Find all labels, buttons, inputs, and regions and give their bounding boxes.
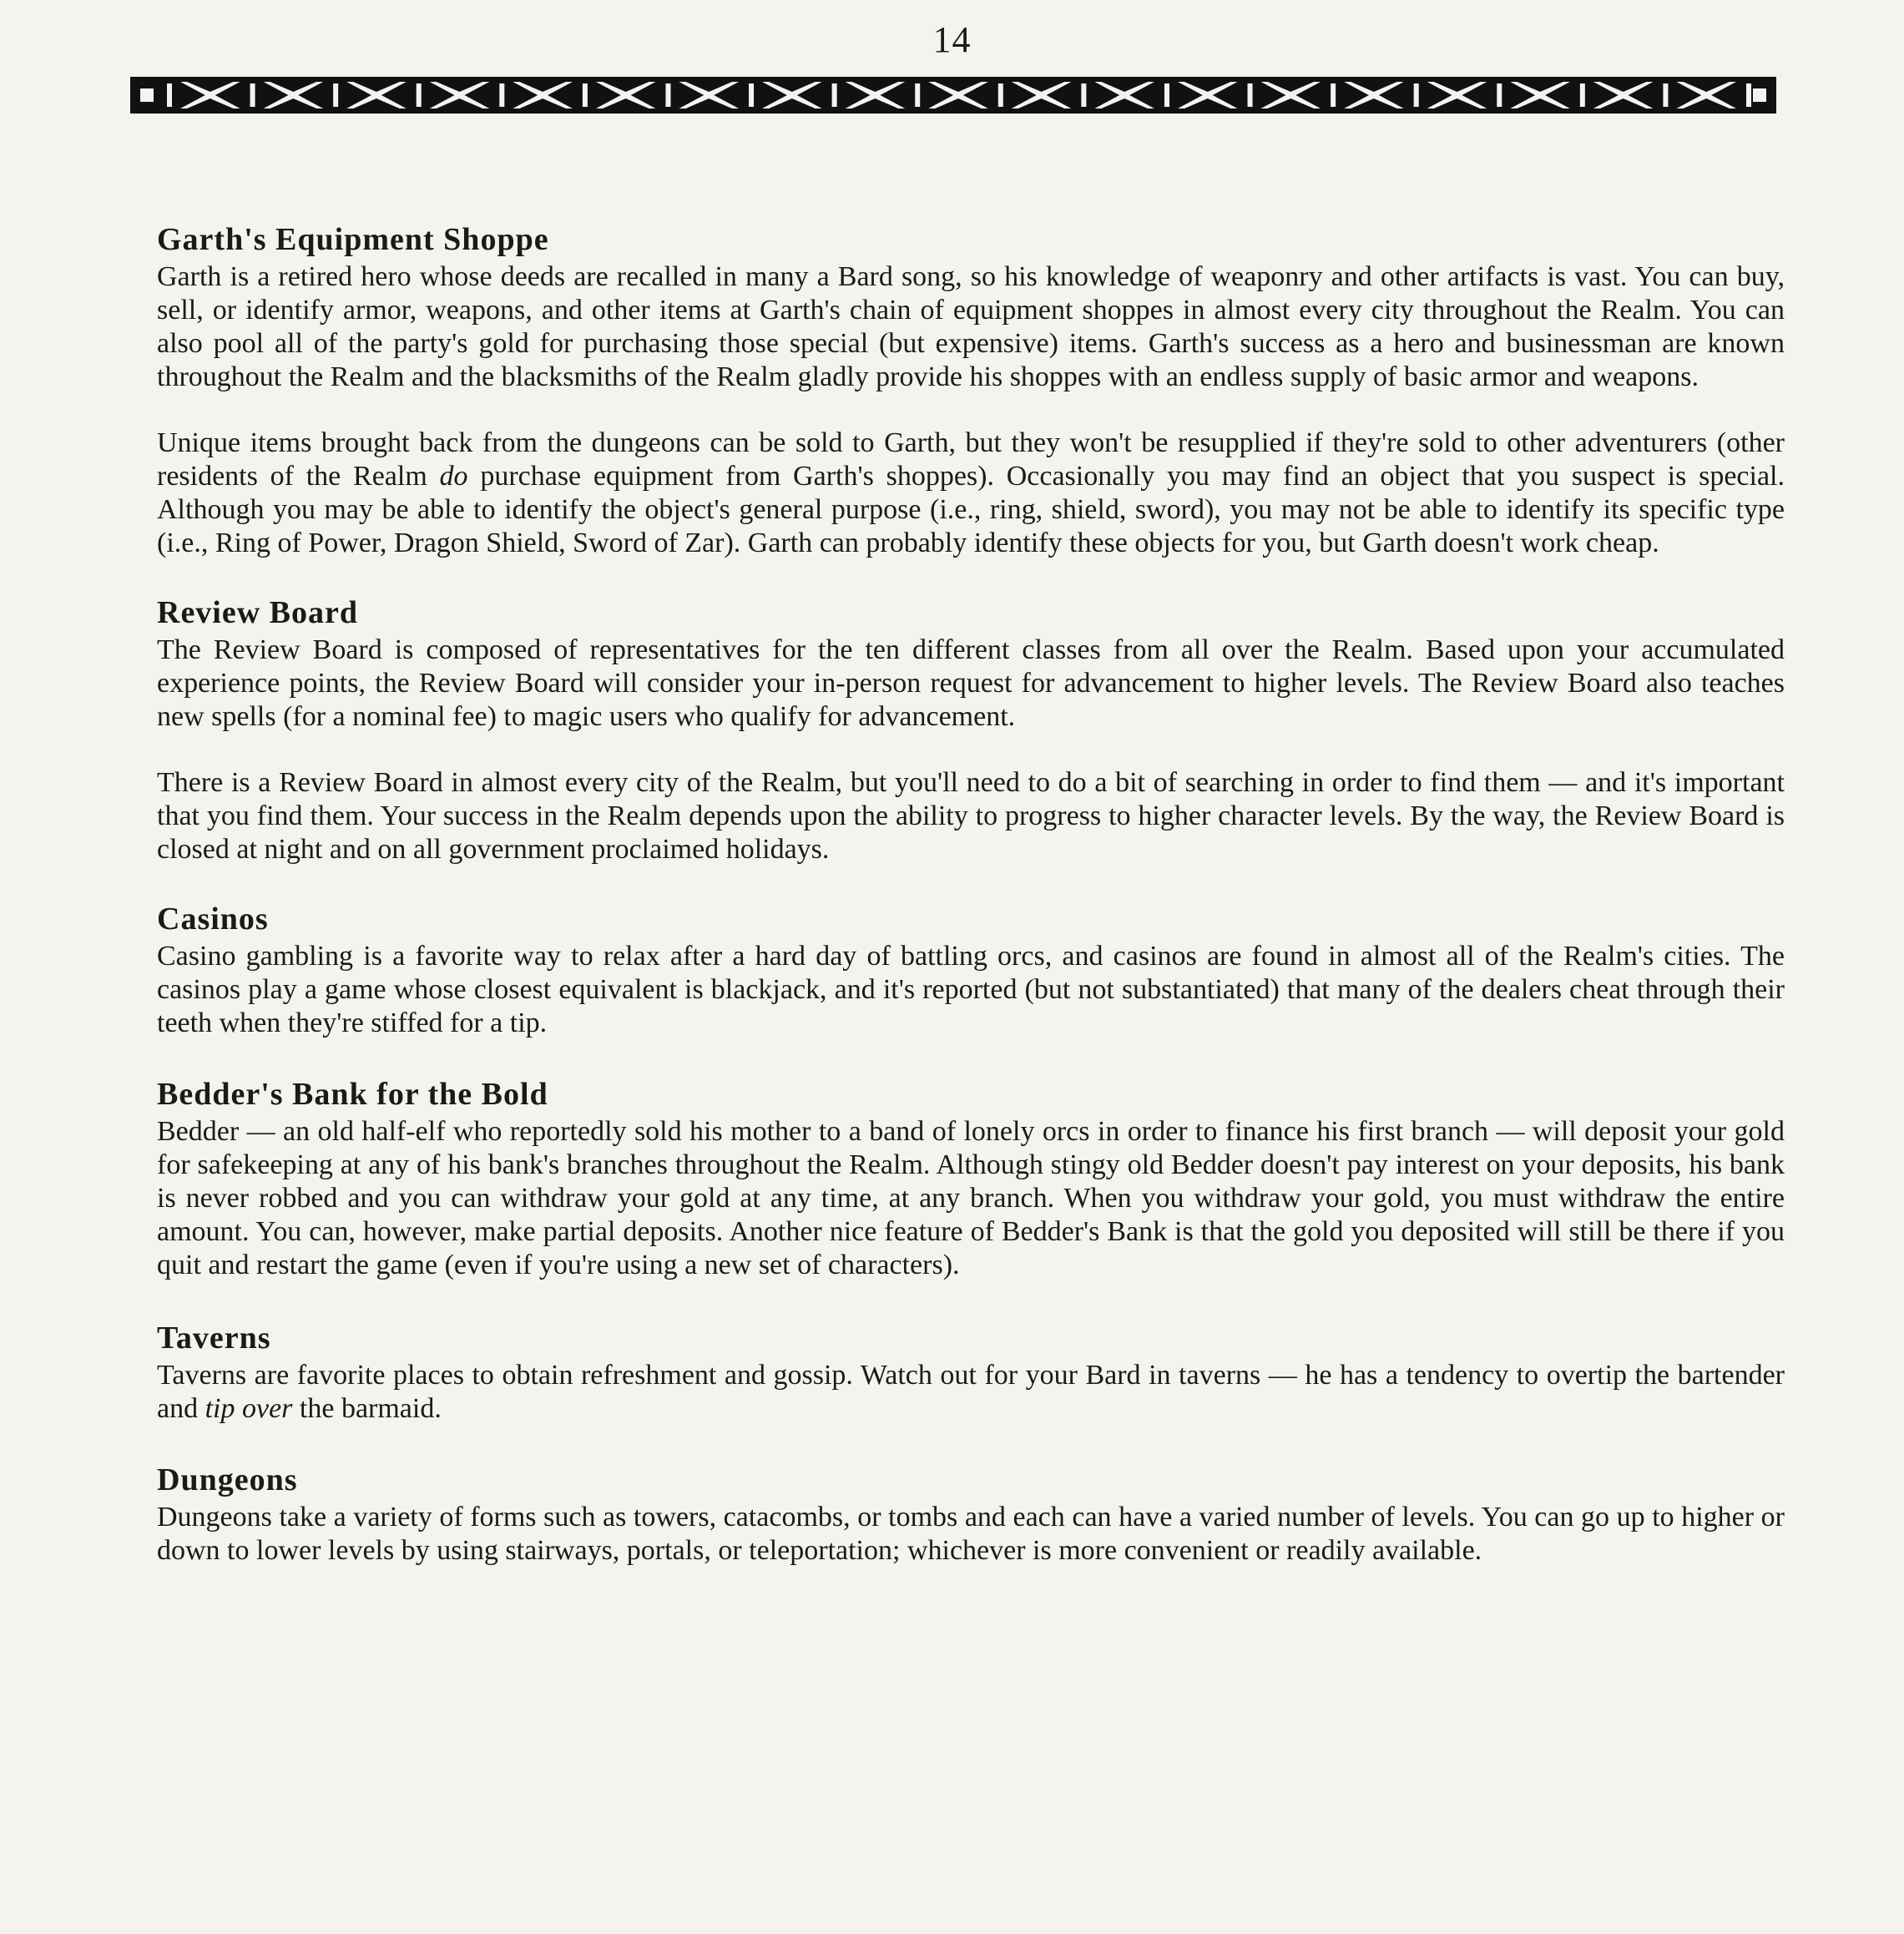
section-paragraph: Casino gambling is a favorite way to relax after a hard day of battling orcs, and casinos are found in almost all of the Realm's cities. The casinos play a game whose closest equivalent is blackjack, and it's reported (but not substantiated) that many of the dealers cheat through their teeth when they're stiffed for a tip. bbox=[157, 941, 1785, 1038]
border-divider bbox=[1580, 83, 1585, 107]
section-title: Dungeons bbox=[157, 1462, 298, 1497]
border-divider bbox=[333, 83, 338, 107]
border-divider bbox=[583, 83, 588, 107]
page-number: 14 bbox=[932, 19, 972, 60]
border-divider bbox=[499, 83, 504, 107]
border-divider bbox=[1663, 83, 1668, 107]
section-title: Casinos bbox=[157, 901, 269, 937]
section-title: Taverns bbox=[157, 1320, 271, 1356]
section-garths-equipment-shoppe bbox=[157, 219, 1785, 560]
section-review-board bbox=[157, 592, 1785, 866]
border-end-square bbox=[140, 88, 154, 102]
border-divider bbox=[1746, 83, 1751, 107]
section-paragraph: There is a Review Board in almost every city of the Realm, but you'll need to do a bit of searching in order to find them — and it's important that you find them. Your success in the Realm depends upon the ability to progress to higher character levels. By the way, the Review Board is closed at night and on all government proclaimed holidays. bbox=[157, 767, 1785, 865]
section-paragraph: Taverns are favorite places to obtain refreshment and gossip. Watch out for your Bard in taverns — he has a tendency to overtip the bartender and tip over the barmaid. bbox=[157, 1360, 1785, 1424]
border-divider bbox=[832, 83, 837, 107]
section-paragraph: Bedder — an old half-elf who reportedly sold his mother to a band of lonely orcs in order to finance his first branch — will deposit your gold for safekeeping at any of his bank's branches throughout the Realm. Although stingy old Bedder doesn't pay interest on your deposits, his bank is never robbed and you can withdraw your gold at any time, at any branch. When you withdraw your gold, you must withdraw the entire amount. You can, however, make partial deposits. Another nice feature of Bedder's Bank is that the gold you deposited will still be there if you quit and restart the game (even if you're using a new set of characters). bbox=[157, 1116, 1785, 1280]
section-title: Garth's Equipment Shoppe bbox=[157, 222, 549, 257]
border-divider bbox=[1248, 83, 1253, 107]
border-end-square bbox=[1753, 88, 1766, 102]
section-paragraph: Dungeons take a variety of forms such as towers, catacombs, or tombs and each can have a varied number of levels. You can go up to higher or down to lower levels by using stairways, portals, or teleportation; whichever is more convenient or readily available. bbox=[157, 1502, 1785, 1566]
border-divider bbox=[998, 83, 1003, 107]
border-divider bbox=[665, 83, 670, 107]
border-divider bbox=[1414, 83, 1419, 107]
section-paragraph: The Review Board is composed of representatives for the ten different classes from all over the Realm. Based upon your accumulated experience points, the Review Board will consider your in-person request for advancement to higher levels. The Review Board also teaches new spells (for a nominal fee) to magic users who qualify for advancement. bbox=[157, 634, 1785, 732]
border-divider bbox=[167, 83, 172, 107]
section-dungeons bbox=[157, 1459, 1785, 1568]
section-title: Bedder's Bank for the Bold bbox=[157, 1077, 548, 1112]
section-paragraph: Unique items brought back from the dungeons can be sold to Garth, but they won't be resupplied if they're sold to other adventurers (other residents of the Realm do purchase equipment from Garth's shoppes). Occasionally you may find an object that you suspect is special. Although you may be able to identify the object's general purpose (i.e., ring, shield, sword), you may not be able to identify its specific type (i.e., Ring of Power, Dragon Shield, Sword of Zar). Garth can probably identify these objects for you, but Garth doesn't work cheap. bbox=[157, 427, 1785, 558]
border-divider bbox=[417, 83, 422, 107]
section-taverns bbox=[157, 1317, 1785, 1426]
border-divider bbox=[749, 83, 754, 107]
page-content bbox=[157, 219, 1785, 1568]
section-title: Review Board bbox=[157, 595, 359, 630]
border-divider bbox=[1081, 83, 1086, 107]
border-divider bbox=[250, 83, 255, 107]
border-divider bbox=[1164, 83, 1169, 107]
border-divider bbox=[1331, 83, 1336, 107]
border-divider bbox=[915, 83, 920, 107]
section-casinos bbox=[157, 898, 1785, 1040]
section-bedders-bank bbox=[157, 1073, 1785, 1282]
decorative-border bbox=[130, 77, 1776, 114]
border-divider bbox=[1497, 83, 1502, 107]
section-paragraph: Garth is a retired hero whose deeds are recalled in many a Bard song, so his knowledge of weaponry and other artifacts is vast. You can buy, sell, or identify armor, weapons, and other items at Garth's chain of equipment shoppes in almost every city throughout the Realm. You can also pool all of the party's gold for purchasing those special (but expensive) items. Garth's success as a hero and businessman are known throughout the Realm and the blacksmiths of the Realm gladly provide his shoppes with an endless supply of basic armor and weapons. bbox=[157, 261, 1785, 392]
